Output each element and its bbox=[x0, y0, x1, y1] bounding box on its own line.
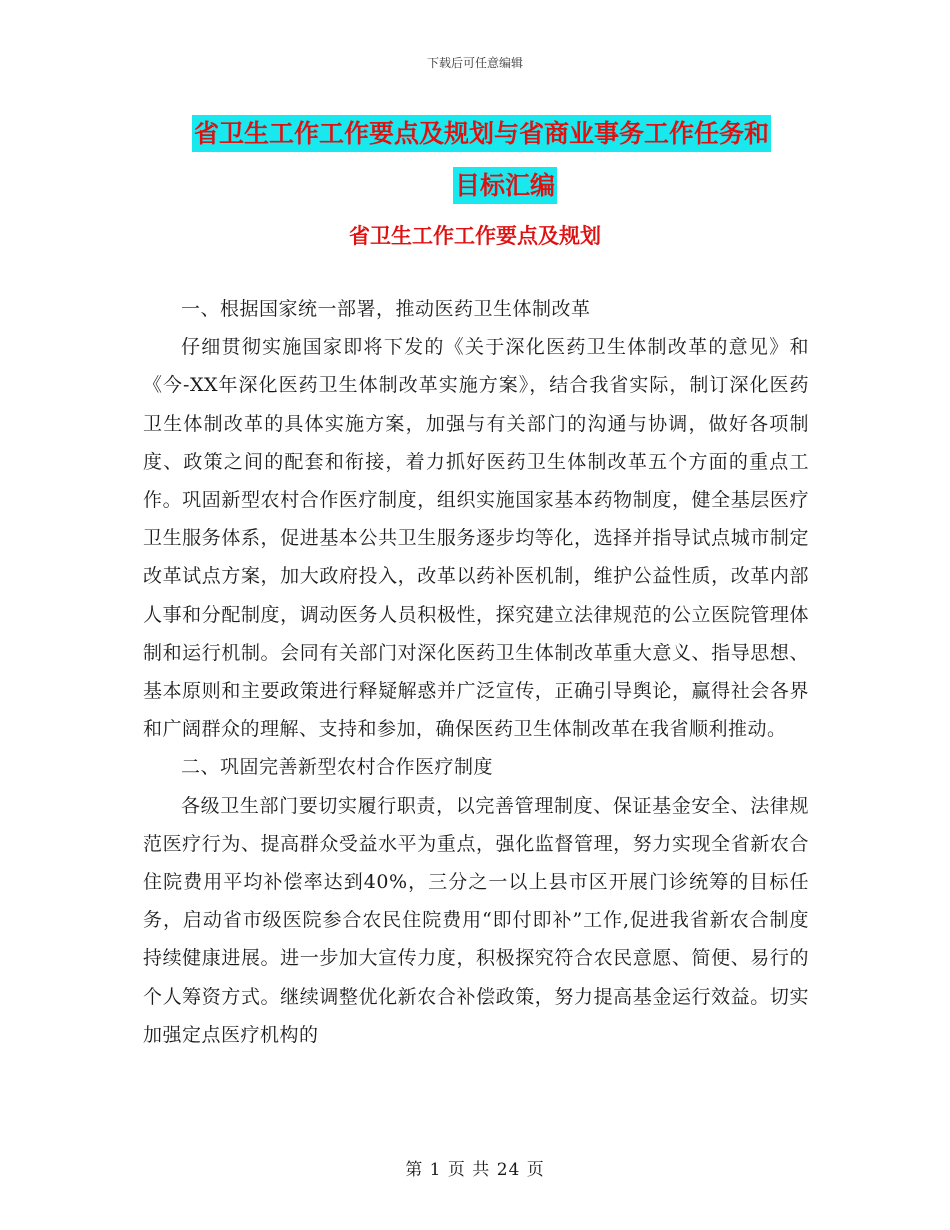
document-title bbox=[192, 108, 812, 212]
section-title: 省卫生工作工作要点及规划 bbox=[349, 224, 601, 248]
paragraph-2: 各级卫生部门要切实履行职责，以完善管理制度、保证基金安全、法律规范医疗行为、提高群众受益水平为重点，强化监督管理，努力实现全省新农合住院费用平均补偿率达到40%，三分之一以上县市区开展门诊统筹的目标任务，启动省市级医院参合农民住院费用“即付即补”工作,促进我省新农合制度持续健康进展。进一步加大宣传力度，积极探究符合农民意愿、简便、易行的个人筹资方式。继续调整优化新农合补偿政策，努力提高基金运行效益。切实加强定点医疗机构的 bbox=[143, 794, 809, 1046]
document-body bbox=[143, 290, 809, 1054]
paragraph-1: 仔细贯彻实施国家即将下发的《关于深化医药卫生体制改革的意见》和《今-XX年深化医药卫生体制改革实施方案》，结合我省实际，制订深化医药卫生体制改革的具体实施方案，加强与有关部门的沟通与协调，做好各项制度、政策之间的配套和衔接，着力抓好医药卫生体制改革五个方面的重点工作。巩固新型农村合作医疗制度，组织实施国家基本药物制度，健全基层医疗卫生服务体系，促进基本公共卫生服务逐步均等化，选择并指导试点城市制定改革试点方案，加大政府投入，改革以药补医机制，维护公益性质，改革内部人事和分配制度，调动医务人员积极性，探究建立法律规范的公立医院管理体制和运行机制。会同有关部门对深化医药卫生体制改革重大意义、指导思想、基本原则和主要政策进行释疑解惑并广泛宣传，正确引导舆论，赢得社会各界和广阔群众的理解、支持和参加，确保医药卫生体制改革在我省顺利推动。 bbox=[143, 336, 809, 741]
heading-1: 一、根据国家统一部署，推动医药卫生体制改革 bbox=[181, 298, 591, 320]
header-note: 下载后可任意编辑 bbox=[426, 56, 523, 70]
title-line-1: 省卫生工作工作要点及规划与省商业事务工作任务和 bbox=[192, 115, 771, 152]
page-footer: 第 1 页 共 24 页 bbox=[405, 1160, 545, 1180]
title-line-2: 目标汇编 bbox=[453, 167, 557, 204]
heading-2: 二、巩固完善新型农村合作医疗制度 bbox=[181, 756, 494, 779]
